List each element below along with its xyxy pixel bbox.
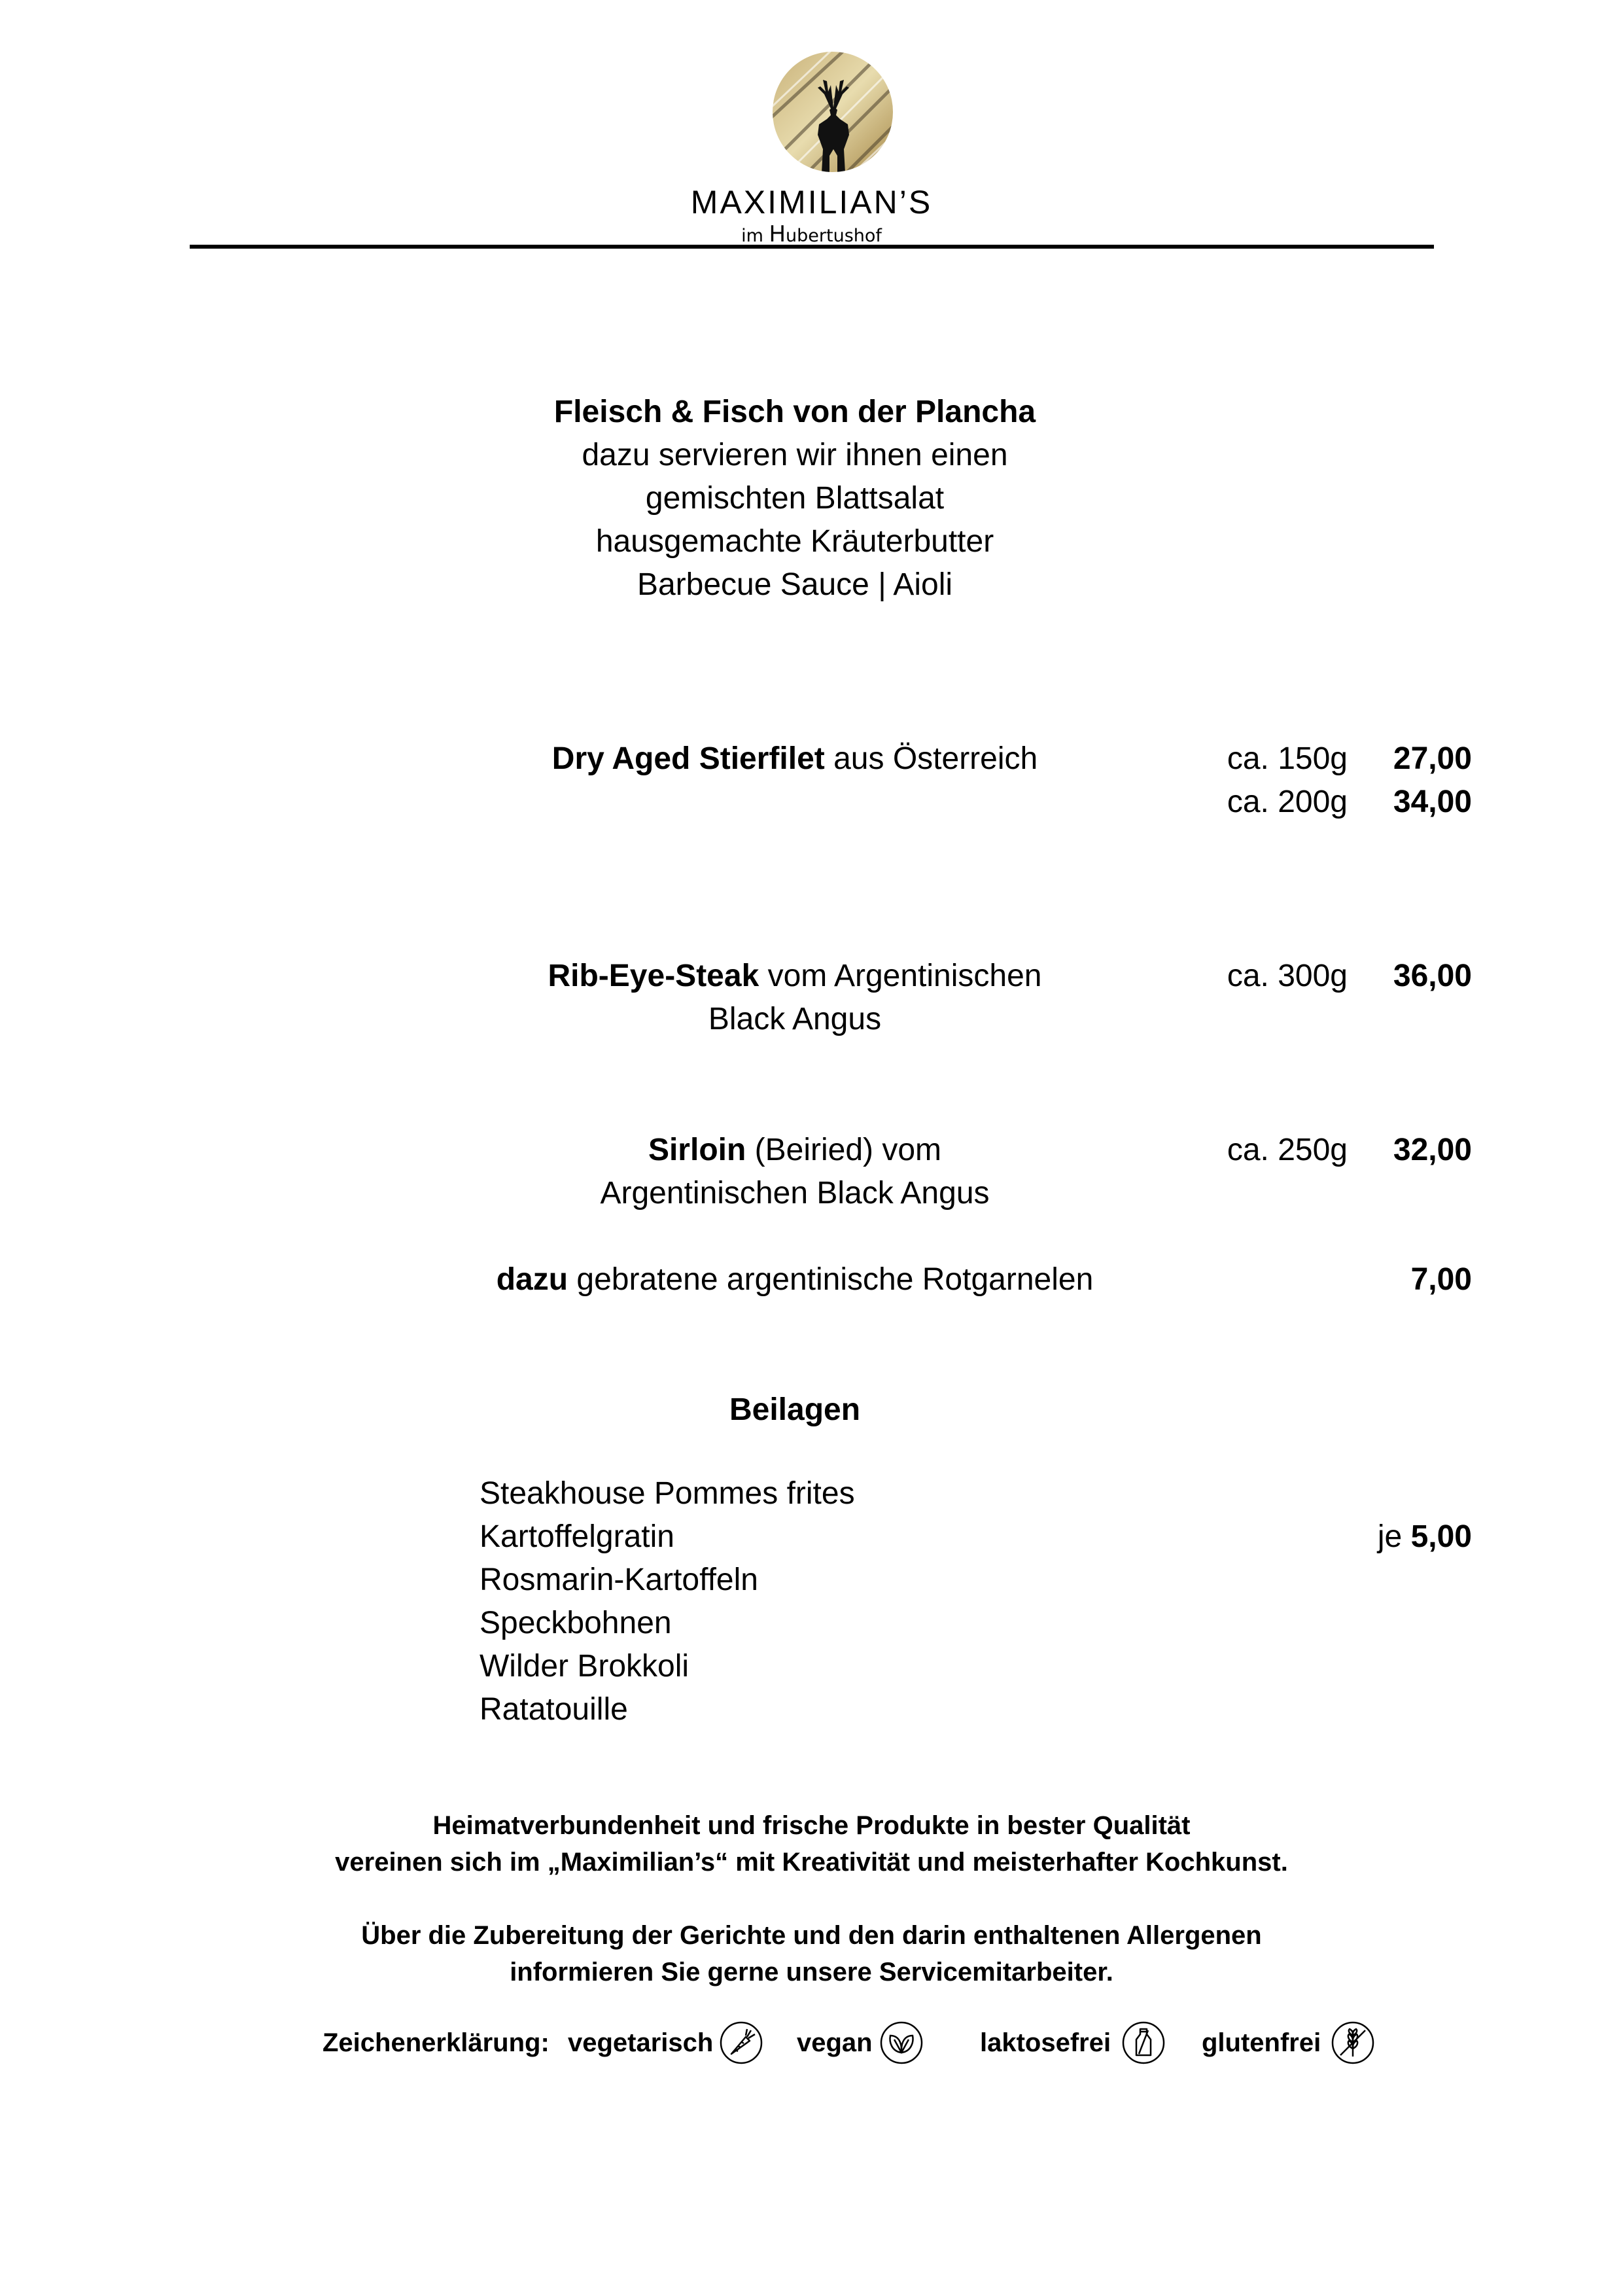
intro-section — [0, 391, 1590, 607]
header-divider — [190, 245, 1434, 249]
sides-price-prefix: je — [1377, 1519, 1411, 1554]
dish-weight: ca. 200g — [1227, 785, 1348, 819]
dish-weight: ca. 150g — [1227, 741, 1348, 776]
sides-list — [480, 1472, 855, 1731]
dish-price: 34,00 — [1393, 785, 1472, 819]
dish-price: 36,00 — [1393, 959, 1472, 993]
dish-sirloin-name — [0, 1129, 1590, 1215]
milk-bottle-icon — [1122, 2021, 1165, 2064]
brand-subtitle-prefix: im — [741, 226, 769, 246]
brand-name: MAXIMILIAN’S — [690, 184, 933, 221]
stag-logo-icon — [772, 51, 894, 173]
dish-name-bold: Rib-Eye-Steak — [548, 959, 759, 993]
list-item: Rosmarin-Kartoffeln — [480, 1563, 758, 1597]
dish-name-bold: Dry Aged Stierfilet — [551, 741, 825, 776]
legend-label: Zeichenerklärung: — [323, 2028, 550, 2057]
brand-subtitle-rest: ubertushof — [786, 226, 882, 246]
dish-stierfilet-name — [0, 737, 1590, 781]
dish-name-line2: Argentinischen Black Angus — [600, 1176, 990, 1210]
sides-price-value: 5,00 — [1410, 1519, 1472, 1554]
dish-garnelen-name — [0, 1258, 1590, 1301]
intro-line: hausgemachte Kräuterbutter — [595, 524, 994, 559]
dish-name-rest: gebratene argentinische Rotgarnelen — [568, 1262, 1094, 1297]
wheat-icon — [1331, 2021, 1374, 2064]
dish-weight: ca. 250g — [1227, 1133, 1348, 1167]
dish-price: 27,00 — [1393, 741, 1472, 776]
dish-price: 32,00 — [1393, 1133, 1472, 1167]
dish-name-bold: dazu — [496, 1262, 568, 1297]
legend-item-label: vegetarisch — [568, 2028, 714, 2057]
legend-item-label: laktosefrei — [980, 2028, 1111, 2057]
intro-line: dazu servieren wir ihnen einen — [582, 438, 1008, 472]
carrot-icon — [720, 2021, 763, 2064]
list-item: Speckbohnen — [480, 1606, 672, 1640]
section-title: Fleisch & Fisch von der Plancha — [553, 395, 1036, 429]
sides-price — [1243, 1515, 1472, 1559]
leaf-icon — [880, 2021, 923, 2064]
dish-name-bold: Sirloin — [648, 1133, 746, 1167]
dish-price: 7,00 — [1410, 1262, 1472, 1297]
list-item: Ratatouille — [480, 1692, 628, 1727]
dish-ribeye-name — [0, 955, 1590, 1041]
dish-name-rest: aus Österreich — [824, 741, 1038, 776]
footer-line: Heimatverbundenheit und frische Produkte in bester Qualität — [432, 1811, 1191, 1840]
dish-name-rest: (Beiried) vom — [746, 1133, 942, 1167]
intro-line: gemischten Blattsalat — [645, 481, 945, 516]
list-item: Kartoffelgratin — [480, 1519, 674, 1554]
list-item: Wilder Brokkoli — [480, 1649, 689, 1684]
section-title: Beilagen — [729, 1392, 861, 1427]
footer-line: informieren Sie gerne unsere Servicemitarbeiter. — [510, 1958, 1113, 1987]
footer-line: Über die Zubereitung der Gerichte und den darin enthaltenen Allergenen — [361, 1921, 1262, 1950]
legend-item-label: glutenfrei — [1202, 2028, 1321, 2057]
list-item: Steakhouse Pommes frites — [480, 1476, 855, 1511]
legend-item-label: vegan — [797, 2028, 873, 2057]
dish-name-rest: vom Argentinischen — [759, 959, 1042, 993]
footer-line: vereinen sich im „Maximilian’s“ mit Kreativität und meisterhafter Kochkunst. — [335, 1848, 1288, 1877]
dish-weight: ca. 300g — [1227, 959, 1348, 993]
brand-subtitle — [0, 221, 1623, 247]
dish-name-line2: Black Angus — [708, 1002, 882, 1036]
intro-line: Barbecue Sauce | Aioli — [637, 567, 953, 602]
brand-subtitle-initial: H — [769, 221, 786, 247]
